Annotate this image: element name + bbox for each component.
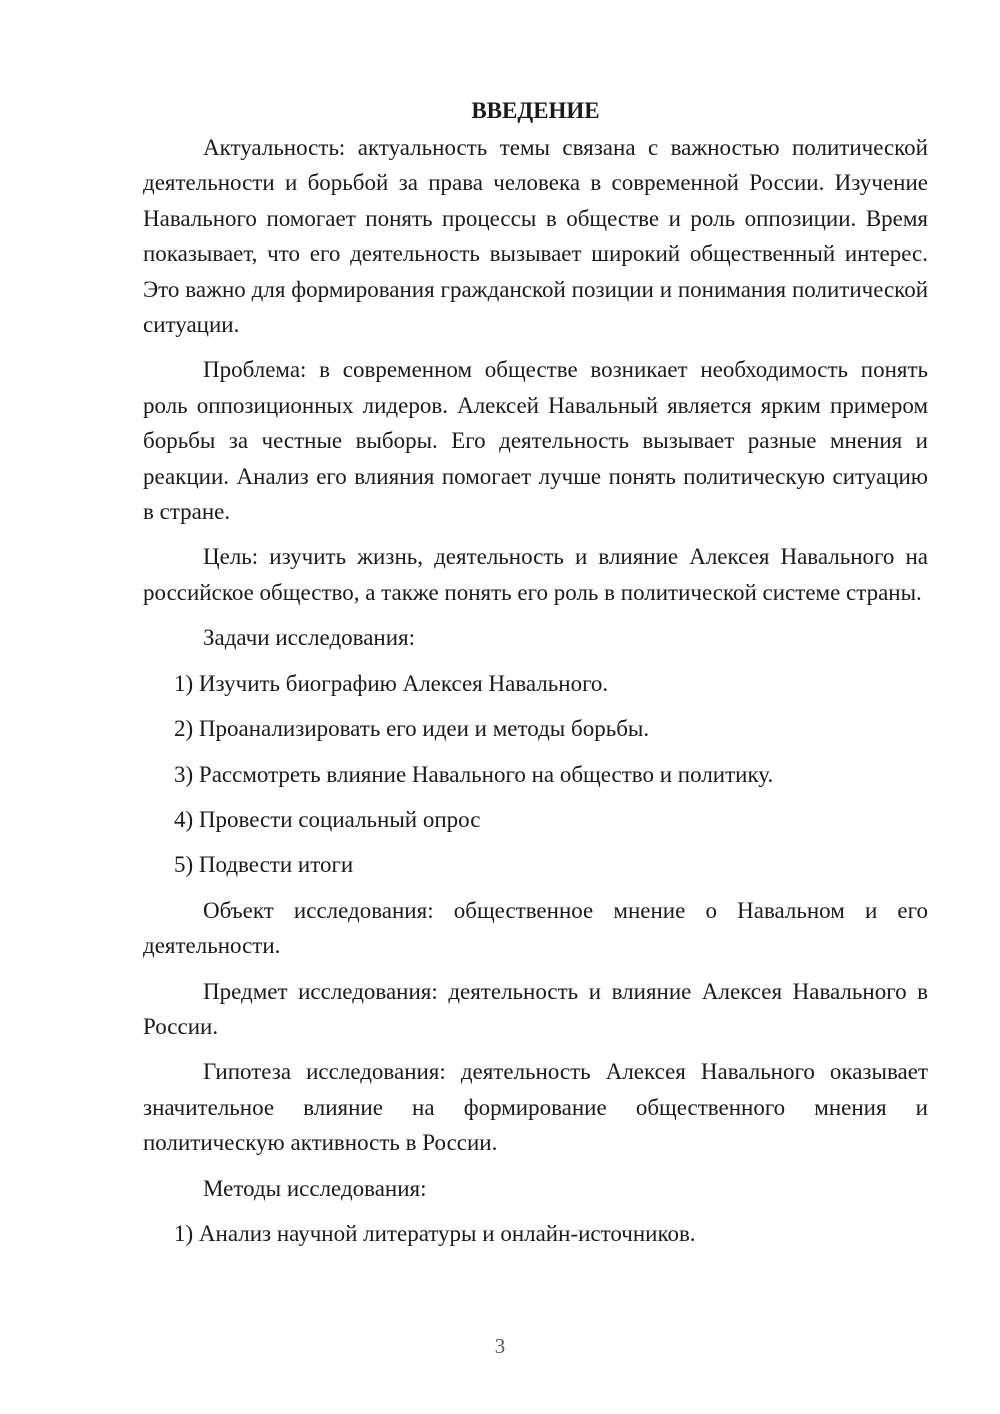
methods-list [143, 1216, 928, 1251]
page-number: 3 [494, 1334, 506, 1358]
goal-paragraph: Цель: изучить жизнь, деятельность и влияние Алексея Навального на российское общество, а также понять его роль в политической системе страны. [143, 544, 928, 605]
object-paragraph: Объект исследования: общественное мнение о Навальном и его деятельности. [143, 897, 928, 959]
hypothesis-paragraph: Гипотеза исследования: деятельность Алексея Навального оказывает значительное влияние на формирование общественного мнения и политическую активность в России. [143, 1059, 928, 1156]
tasks-title: Задачи исследования: [203, 625, 416, 651]
list-item: 5) Подвести итоги [174, 852, 354, 878]
list-item: 3) Рассмотреть влияние Навального на общество и политику. [174, 761, 774, 787]
problem-paragraph: Проблема: в современном обществе возникает необходимость понять роль оппозиционных лидеров. Алексей Навальный является ярким примером борьбы за честные выборы. Его деятельность вызывает разные мнения и реакции. Анализ его влияния помогает лучше понять политическую ситуацию в стране. [143, 357, 928, 525]
list-item: 2) Проанализировать его идеи и методы борьбы. [174, 716, 650, 742]
methods-title: Методы исследования: [203, 1175, 427, 1201]
relevance-paragraph: Актуальность: актуальность темы связана с важностью политической деятельности и борьбой за права человека в современной России. Изучение Навального помогает понять процессы в обществе и роль оппозиции. Время показывает, что его деятельность вызывает широкий общественный интерес. Это важно для формирования гражданской позиции и понимания политической ситуации. [143, 135, 928, 338]
list-item: 4) Провести социальный опрос [174, 806, 481, 832]
section-heading: ВВЕДЕНИЕ [471, 98, 600, 123]
tasks-list [143, 666, 928, 883]
subject-paragraph: Предмет исследования: деятельность и влияние Алексея Навального в России. [143, 978, 928, 1039]
list-item: 1) Изучить биографию Алексея Навального. [174, 670, 609, 696]
list-item: 1) Анализ научной литературы и онлайн-источников. [174, 1220, 696, 1246]
